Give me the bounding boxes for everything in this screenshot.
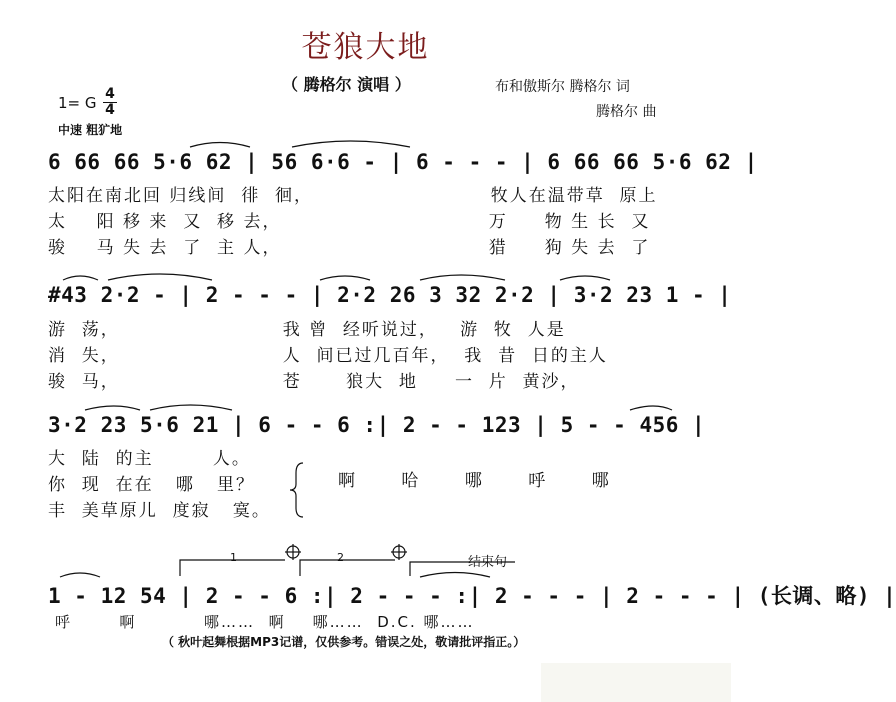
volta-2-bracket [300,560,395,576]
lyricist-credit: 布和傲斯尔 腾格尔 词 [495,79,630,95]
slur-row-2-d [420,275,505,280]
tempo-marking: 中速 粗犷地 [58,123,123,137]
slur-row-1-b [190,143,250,148]
volta-2-label: 2 [337,551,344,564]
slur-row-4-a [60,573,100,577]
time-signature-top: 4 [105,86,115,102]
time-signature-bottom: 4 [105,102,115,118]
volta-1-bracket [180,560,285,576]
lyric-row-3-verse-3: 丰 美草原儿 度寂 寞。 [48,501,271,521]
page-title: 苍狼大地 [301,30,430,65]
footnote: （ 秋叶起舞根据MP3记谱，仅供参考。错误之处，敬请批评指正。） [162,635,526,649]
slur-row-2-a [63,276,98,280]
slur-row-4-b [420,573,490,578]
slur-row-3-a [85,406,140,410]
composer-credit: 腾格尔 曲 [596,104,657,120]
lyric-row-2-verse-2: 消 失， 人 间已过几百年， 我 昔 日的主人 [48,346,608,366]
ending-label: 结束句 [468,555,508,570]
lyric-row-1-verse-2: 太 阳 移 来 又 移 去， 万 物 生 长 又 [48,212,651,232]
lyric-row-2-verse-1: 游 荡， 我 曾 经听说过， 游 牧 人是 [48,320,566,340]
notation-row-4: 1 - 12 54 | 2 - - 6 :| 2 - - - :| 2 - - - | 2 - - - | (长调、略) | [48,584,896,608]
chorus-brace [290,463,303,517]
performer-subtitle: （ 腾格尔 演唱 ） [282,75,411,94]
lyric-row-1-verse-1: 太阳在南北回 归线间 徘 徊， 牧人在温带草 原上 [48,186,658,206]
slur-row-1 [292,141,410,147]
lyric-row-3-verse-1: 大 陆 的主 人。 [48,449,251,469]
notation-row-2: #43 2·2 - | 2 - - - | 2·2 26 3 32 2·2 | 3·2 23 1 - | [48,283,732,307]
lyric-row-4: 呼 啊 哪…… 啊 哪…… D.C. 哪…… [55,613,475,631]
key-signature: 1= G [58,94,97,112]
notation-row-1: 6 66 66 5·6 62 | 56 6·6 - | 6 - - - | 6 66 66 5·6 62 | [48,150,758,174]
ending-bracket [410,562,515,576]
chorus-lyric: 啊 哈 哪 呼 哪 [338,471,611,491]
slur-row-3-c [630,406,672,410]
lyric-row-2-verse-3: 骏 马， 苍 狼大 地 一 片 黄沙， [48,372,580,392]
notation-row-3: 3·2 23 5·6 21 | 6 - - 6 :| 2 - - 123 | 5 - - 456 | [48,413,706,437]
slur-row-3-b [150,405,232,410]
slur-row-2-e [560,276,610,280]
corner-stamp-area [541,663,731,702]
lyric-row-3-verse-2: 你 现 在在 哪 里？ [48,475,256,495]
volta-1-label: 1 [230,551,237,564]
slur-row-2-c [320,276,370,280]
lyric-row-1-verse-3: 骏 马 失 去 了 主 人， 猎 狗 失 去 了 [48,238,651,258]
slur-row-2-b [108,274,212,280]
